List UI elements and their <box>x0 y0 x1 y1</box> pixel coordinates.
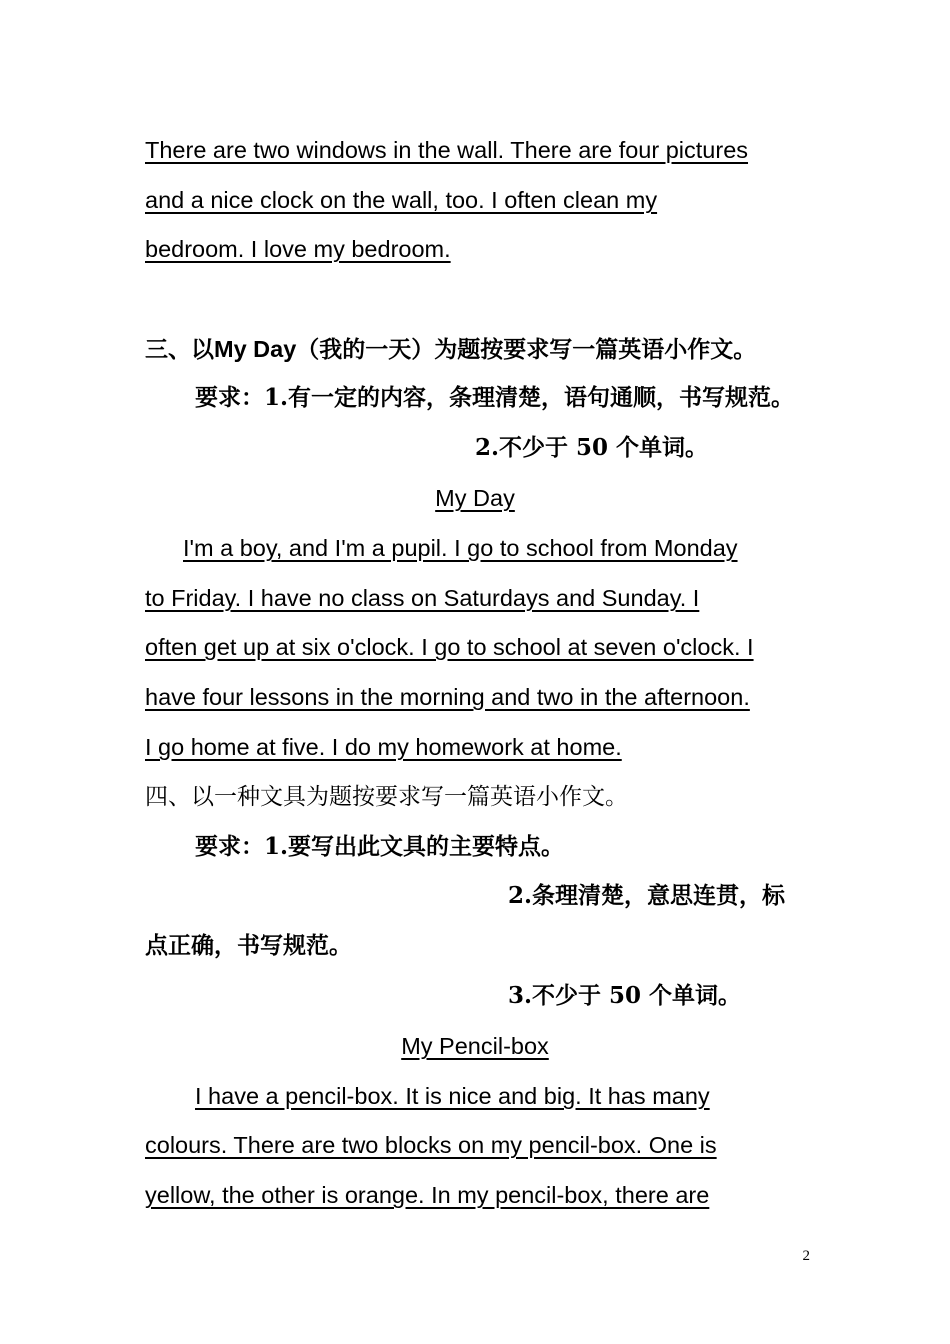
section3-requirement-1: 要求：1.有一定的内容，条理清楚，语句通顺，书写规范。 <box>195 384 795 411</box>
section4-prompt: 四、以一种文具为题按要求写一篇英语小作文。 <box>145 784 628 810</box>
page-number: 2 <box>802 1248 810 1264</box>
section4-essay-line-2: colours. There are two blocks on my pencil-box. One is <box>145 1132 717 1158</box>
section3-prompt-title: My Day <box>214 336 297 362</box>
section4-requirement-2b: 点正确，书写规范。 <box>145 932 352 959</box>
section4-essay-line-3: yellow, the other is orange. In my pencil-box, there are <box>145 1182 710 1208</box>
section3-essay-title: My Day <box>435 485 515 511</box>
section3-essay-line-1: I'm a boy, and I'm a pupil. I go to school from Monday <box>183 535 738 561</box>
section4-requirement-1: 要求：1.要写出此文具的主要特点。 <box>195 833 565 860</box>
section3-prompt-suffix: （我的一天）为题按要求写一篇英语小作文。 <box>296 336 757 363</box>
essay1-line-1: There are two windows in the wall. There are four pictures <box>145 137 749 163</box>
section3-prompt <box>145 329 810 369</box>
section3-essay-line-4: have four lessons in the morning and two in the afternoon. <box>145 684 750 710</box>
section3-essay-line-5: I go home at five. I do my homework at home. <box>145 734 622 760</box>
essay1-line-2: and a nice clock on the wall, too. I often clean my <box>145 187 658 213</box>
section4-requirement-3: 3.不少于 50 个单词。 <box>508 982 742 1009</box>
section4-requirement-2a: 2.条理清楚，意思连贯，标 <box>508 882 786 909</box>
essay1-line-3: bedroom. I love my bedroom. <box>145 236 451 262</box>
section4-essay-title: My Pencil-box <box>401 1033 549 1059</box>
section3-requirement-2: 2.不少于 50 个单词。 <box>475 434 709 461</box>
section3-essay-line-3: often get up at six o'clock. I go to school at seven o'clock. I <box>145 634 754 660</box>
section3-prompt-prefix: 三、以 <box>145 336 214 363</box>
section4-essay-line-1: I have a pencil-box. It is nice and big. It has many <box>195 1083 710 1109</box>
section3-essay-line-2: to Friday. I have no class on Saturdays and Sunday. I <box>145 585 700 611</box>
